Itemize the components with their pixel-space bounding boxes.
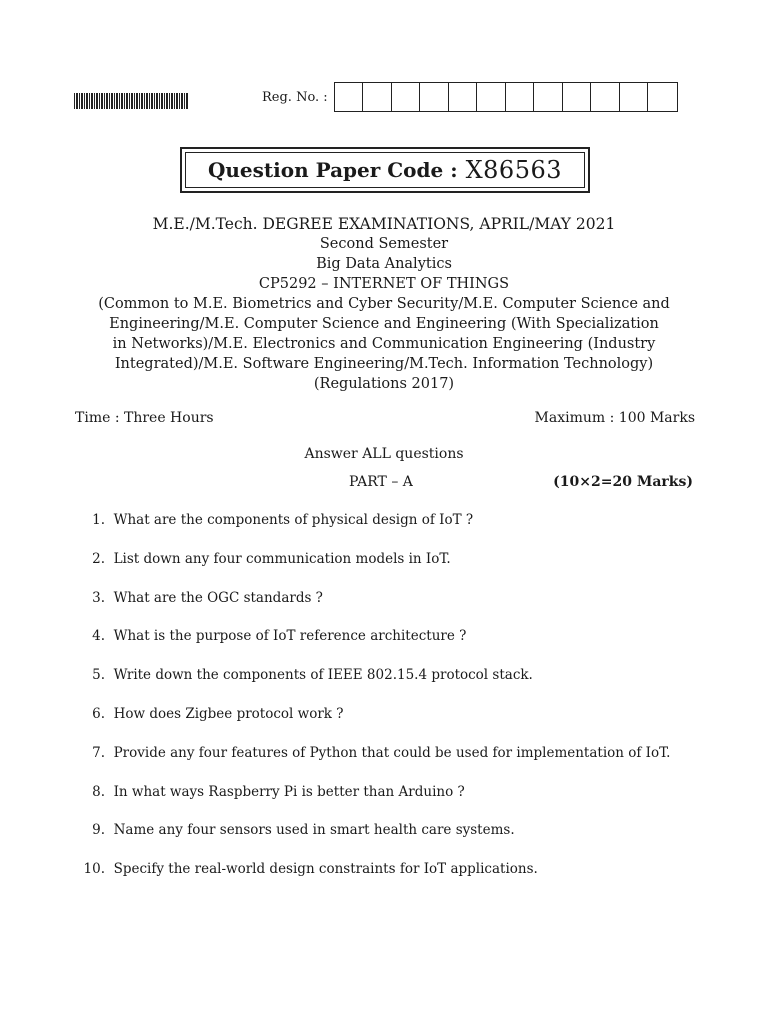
reg-digit-box[interactable] [563,83,592,111]
reg-digit-box[interactable] [335,83,364,111]
question-paper-code-box [180,147,590,193]
time-duration: Time : Three Hours [75,410,214,426]
question-item [75,551,715,590]
question-item [75,628,715,667]
common-line: Integrated)/M.E. Software Engineering/M.Tech. Information Technology) [114,356,654,372]
common-line: (Common to M.E. Biometrics and Cyber Security/M.E. Computer Science and [98,296,670,312]
reg-digit-box[interactable] [449,83,478,111]
question-item [75,590,715,629]
exam-meta [75,410,695,430]
reg-digit-box[interactable] [477,83,506,111]
reg-digit-box[interactable] [420,83,449,111]
reg-label: Reg. No. : [262,89,328,105]
question-item [75,861,715,900]
common-line: in Networks)/M.E. Electronics and Communication Engineering (Industry [112,336,656,352]
question-text: In what ways Raspberry Pi is better than Arduino ? [113,783,465,800]
question-text: What is the purpose of IoT reference architecture ? [113,628,467,645]
reg-digit-box[interactable] [648,83,677,111]
barcode [74,93,188,109]
reg-digit-box[interactable] [591,83,620,111]
question-text: Provide any four features of Python that could be used for implementation of IoT. [113,744,671,761]
reg-digit-box[interactable] [506,83,535,111]
course-title: CP5292 – INTERNET OF THINGS [258,276,510,292]
instructions: Answer ALL questions [304,446,464,462]
part-title: PART – A [349,474,413,490]
regulations: (Regulations 2017) [313,376,455,392]
question-list [75,512,715,900]
qpc-label: Question Paper Code : [207,158,458,182]
reg-boxes [334,82,678,112]
reg-digit-box[interactable] [620,83,649,111]
question-number: 6. [92,705,105,722]
question-item [75,667,715,706]
common-line: Engineering/M.E. Computer Science and Engineering (With Specialization [109,316,659,332]
qpc-code: X86563 [465,156,563,184]
question-number: 10. [83,861,105,878]
question-text: Specify the real-world design constraints for IoT applications. [113,861,538,878]
question-text: List down any four communication models in IoT. [113,550,451,567]
exam-header [60,214,708,394]
question-item [75,822,715,861]
registration-number [262,82,678,112]
question-number: 9. [92,822,105,839]
reg-digit-box[interactable] [534,83,563,111]
question-text: How does Zigbee protocol work ? [113,705,344,722]
question-text: Write down the components of IEEE 802.15.4 protocol stack. [113,667,533,684]
semester: Second Semester [319,236,449,252]
question-item [75,784,715,823]
question-item [75,512,715,551]
question-item [75,745,715,784]
maximum-marks: Maximum : 100 Marks [534,410,695,426]
reg-digit-box[interactable] [392,83,421,111]
question-text: Name any four sensors used in smart health care systems. [113,822,515,839]
stream: Big Data Analytics [316,256,452,272]
question-text: What are the components of physical design of IoT ? [113,512,474,528]
reg-digit-box[interactable] [363,83,392,111]
exam-title: M.E./M.Tech. DEGREE EXAMINATIONS, APRIL/MAY 2021 [152,215,616,233]
question-number: 8. [92,783,105,800]
question-number: 7. [92,744,105,761]
part-marks: (10×2=20 Marks) [553,474,693,490]
question-text: What are the OGC standards ? [113,589,323,606]
question-number: 3. [92,589,105,606]
question-number: 1. [92,512,105,528]
question-number: 2. [92,550,105,567]
question-number: 5. [92,667,105,684]
question-number: 4. [92,628,105,645]
question-item [75,706,715,745]
